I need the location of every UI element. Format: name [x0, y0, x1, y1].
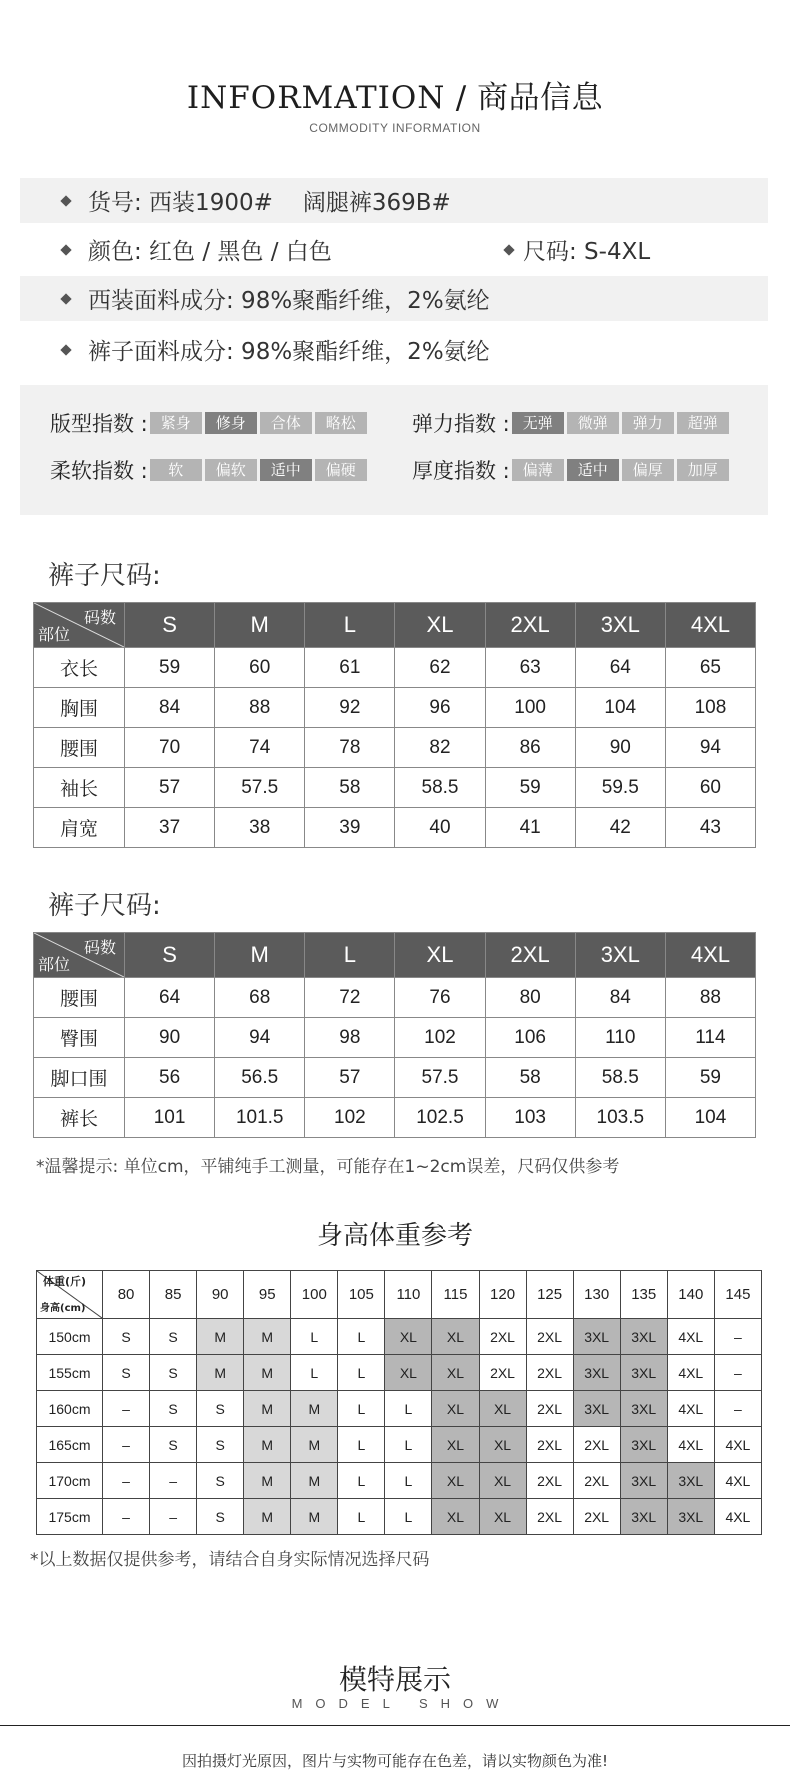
weight-header-cell: 90 — [197, 1271, 244, 1319]
table-cell: 68 — [215, 978, 305, 1018]
size-cell: 3XL — [620, 1427, 667, 1463]
size-header-cell: 3XL — [575, 933, 665, 978]
table-cell: 59 — [125, 648, 215, 688]
table-cell: 57 — [125, 768, 215, 808]
size-cell: 3XL — [667, 1463, 714, 1499]
diamond-bullet-icon — [60, 195, 71, 206]
size-cell: XL — [432, 1499, 479, 1535]
size-header-cell: XL — [395, 603, 485, 648]
size-cell: M — [244, 1355, 291, 1391]
weight-header-cell: 135 — [620, 1271, 667, 1319]
size-cell: XL — [479, 1391, 526, 1427]
page-title — [0, 72, 790, 117]
table-header-row — [34, 933, 756, 978]
item-number-pants-text: 阔腿裤369B# — [302, 190, 451, 216]
table-cell: 110 — [575, 1018, 665, 1058]
fit-option: 修身 — [205, 412, 257, 434]
fit-option: 紧身 — [150, 412, 202, 434]
size-cell: 2XL — [526, 1427, 573, 1463]
table-cell: 60 — [215, 648, 305, 688]
size-cell: S — [197, 1499, 244, 1535]
table-row — [34, 648, 756, 688]
size-cell: M — [197, 1355, 244, 1391]
weight-header-cell: 125 — [526, 1271, 573, 1319]
table-corner-cell — [37, 1271, 103, 1319]
size-header-cell: 4XL — [665, 933, 755, 978]
pants-size-table — [33, 932, 756, 1138]
thickness-index — [412, 457, 732, 483]
size-cell: XL — [432, 1463, 479, 1499]
weight-header-cell: 120 — [479, 1271, 526, 1319]
size-header-cell: L — [305, 933, 395, 978]
weight-header-cell: 85 — [150, 1271, 197, 1319]
corner-part-label: 部位 — [38, 955, 71, 974]
table-row — [37, 1499, 762, 1535]
size-cell: 4XL — [667, 1391, 714, 1427]
stretch-index-label: 弹力指数 : — [412, 412, 510, 436]
table-cell: 104 — [665, 1098, 755, 1138]
size-cell: XL — [432, 1355, 479, 1391]
corner-size-label: 码数 — [83, 608, 116, 627]
size-cell: 3XL — [573, 1319, 620, 1355]
table-cell: 101.5 — [215, 1098, 305, 1138]
page-subtitle: COMMODITY INFORMATION — [309, 121, 481, 135]
diamond-bullet-icon — [503, 244, 514, 255]
size-cell: L — [385, 1427, 432, 1463]
size-cell: XL — [479, 1499, 526, 1535]
table-cell: 103 — [485, 1098, 575, 1138]
size-cell: M — [244, 1391, 291, 1427]
table-cell: 74 — [215, 728, 305, 768]
table-cell: 63 — [485, 648, 575, 688]
fit-index — [50, 410, 370, 436]
table-cell: 65 — [665, 648, 755, 688]
height-label: 165cm — [37, 1427, 103, 1463]
stretch-option: 无弹 — [512, 412, 564, 434]
table-cell: 96 — [395, 688, 485, 728]
size-header-cell: 2XL — [485, 603, 575, 648]
row-label: 裤长 — [34, 1098, 125, 1138]
size-cell: 3XL — [573, 1391, 620, 1427]
height-label: 170cm — [37, 1463, 103, 1499]
size-cell: 3XL — [620, 1319, 667, 1355]
table-cell: 86 — [485, 728, 575, 768]
size-cell: S — [150, 1391, 197, 1427]
size-cell: 4XL — [667, 1319, 714, 1355]
table-cell: 58 — [485, 1058, 575, 1098]
size-cell: 4XL — [714, 1463, 761, 1499]
table-cell: 78 — [305, 728, 395, 768]
size-cell: 4XL — [714, 1499, 761, 1535]
corner-height-label: 身高(cm) — [40, 1303, 86, 1314]
size-cell: 3XL — [667, 1499, 714, 1535]
footer-note: 因拍摄灯光原因，图片与实物可能存在色差，请以实物颜色为准! — [181, 1752, 609, 1770]
info-suit-fabric — [20, 276, 768, 321]
divider — [0, 1725, 790, 1726]
size-cell: 4XL — [667, 1427, 714, 1463]
size-cell: 2XL — [479, 1355, 526, 1391]
diamond-bullet-icon — [60, 344, 71, 355]
softness-index-label: 柔软指数 : — [50, 459, 148, 483]
size-cell: XL — [479, 1463, 526, 1499]
size-cell: L — [338, 1463, 385, 1499]
table-cell: 80 — [485, 978, 575, 1018]
table-row — [37, 1355, 762, 1391]
size-header-cell: XL — [395, 933, 485, 978]
table-cell: 88 — [215, 688, 305, 728]
info-color-size — [20, 227, 768, 272]
size-cell: 2XL — [573, 1499, 620, 1535]
table2-title: 裤子尺码: — [48, 891, 161, 921]
size-cell: – — [150, 1499, 197, 1535]
weight-header-cell: 105 — [338, 1271, 385, 1319]
table-cell: 38 — [215, 808, 305, 848]
row-label: 腰围 — [34, 728, 125, 768]
size-cell: 4XL — [714, 1427, 761, 1463]
weight-header-cell: 80 — [103, 1271, 150, 1319]
size-cell: M — [244, 1499, 291, 1535]
table-row — [37, 1319, 762, 1355]
size-cell: L — [338, 1319, 385, 1355]
table-cell: 76 — [395, 978, 485, 1018]
table-cell: 59.5 — [575, 768, 665, 808]
row-label: 肩宽 — [34, 808, 125, 848]
table-cell: 42 — [575, 808, 665, 848]
size-header-cell: M — [215, 603, 305, 648]
softness-index — [50, 457, 370, 483]
size-header-cell: 3XL — [575, 603, 665, 648]
table-cell: 62 — [395, 648, 485, 688]
fit-option: 略松 — [315, 412, 367, 434]
table-cell: 58.5 — [395, 768, 485, 808]
size-cell: S — [103, 1319, 150, 1355]
size-range — [505, 227, 650, 272]
table-cell: 56.5 — [215, 1058, 305, 1098]
size-cell: L — [385, 1391, 432, 1427]
size-cell: L — [338, 1427, 385, 1463]
size-cell: 2XL — [526, 1499, 573, 1535]
size-cell: M — [244, 1319, 291, 1355]
table-row — [37, 1427, 762, 1463]
weight-header-cell: 140 — [667, 1271, 714, 1319]
table-cell: 37 — [125, 808, 215, 848]
table-cell: 94 — [215, 1018, 305, 1058]
thickness-option: 适中 — [567, 459, 619, 481]
size-cell: 2XL — [526, 1319, 573, 1355]
table-row — [34, 978, 756, 1018]
size-cell: – — [150, 1463, 197, 1499]
softness-option: 适中 — [260, 459, 312, 481]
size-cell: 3XL — [573, 1355, 620, 1391]
weight-header-cell: 145 — [714, 1271, 761, 1319]
diamond-bullet-icon — [60, 293, 71, 304]
table-cell: 102.5 — [395, 1098, 485, 1138]
row-label: 腰围 — [34, 978, 125, 1018]
size-cell: 2XL — [526, 1391, 573, 1427]
table-cell: 88 — [665, 978, 755, 1018]
size-text: 尺码: S-4XL — [523, 239, 651, 265]
table-cell: 72 — [305, 978, 395, 1018]
table-cell: 102 — [395, 1018, 485, 1058]
size-cell: – — [714, 1319, 761, 1355]
table-corner-cell — [34, 603, 125, 648]
table-row — [34, 1018, 756, 1058]
stretch-option: 超弹 — [677, 412, 729, 434]
table-cell: 103.5 — [575, 1098, 665, 1138]
row-label: 袖长 — [34, 768, 125, 808]
table-cell: 61 — [305, 648, 395, 688]
table-row — [34, 1058, 756, 1098]
size-cell: S — [197, 1391, 244, 1427]
table-row — [37, 1391, 762, 1427]
suit-fabric-text: 西装面料成分: 98%聚酯纤维，2%氨纶 — [88, 288, 490, 314]
height-label: 175cm — [37, 1499, 103, 1535]
diamond-bullet-icon — [60, 244, 71, 255]
size-cell: 4XL — [667, 1355, 714, 1391]
table-cell: 114 — [665, 1018, 755, 1058]
model-show-subtitle: MODEL SHOW — [291, 1696, 512, 1711]
size-cell: 2XL — [526, 1463, 573, 1499]
table-cell: 39 — [305, 808, 395, 848]
table-cell: 101 — [125, 1098, 215, 1138]
table-cell: 64 — [575, 648, 665, 688]
table-corner-cell — [34, 933, 125, 978]
size-cell: 3XL — [620, 1499, 667, 1535]
info-item-number — [20, 178, 768, 223]
weight-header-cell: 115 — [432, 1271, 479, 1319]
title-separator: / — [445, 80, 478, 116]
table-row — [34, 1098, 756, 1138]
size-header-cell: 4XL — [665, 603, 755, 648]
weight-header-cell: 95 — [244, 1271, 291, 1319]
row-label: 脚口围 — [34, 1058, 125, 1098]
size-cell: L — [338, 1499, 385, 1535]
stretch-option: 微弹 — [567, 412, 619, 434]
row-label: 衣长 — [34, 648, 125, 688]
table-cell: 57.5 — [395, 1058, 485, 1098]
corner-weight-label: 体重(斤) — [43, 1275, 87, 1288]
stretch-index — [412, 410, 732, 436]
size-cell: M — [244, 1427, 291, 1463]
thickness-option: 偏厚 — [622, 459, 674, 481]
size-cell: XL — [432, 1391, 479, 1427]
table-cell: 84 — [125, 688, 215, 728]
table-cell: 70 — [125, 728, 215, 768]
table-cell: 108 — [665, 688, 755, 728]
size-cell: L — [385, 1499, 432, 1535]
fit-option: 合体 — [260, 412, 312, 434]
size-cell: – — [103, 1427, 150, 1463]
table-cell: 104 — [575, 688, 665, 728]
corner-size-label: 码数 — [83, 938, 116, 957]
size-cell: 2XL — [573, 1463, 620, 1499]
fabric-index-panel — [20, 385, 768, 515]
size-header-cell: S — [125, 933, 215, 978]
size-cell: 3XL — [620, 1355, 667, 1391]
size-cell: S — [197, 1463, 244, 1499]
table1-title: 裤子尺码: — [48, 561, 161, 591]
color-text: 颜色: 红色 / 黑色 / 白色 — [88, 239, 332, 265]
reference-note: *以上数据仅提供参考，请结合自身实际情况选择尺码 — [30, 1550, 430, 1570]
table-cell: 40 — [395, 808, 485, 848]
height-label: 150cm — [37, 1319, 103, 1355]
size-cell: M — [291, 1427, 338, 1463]
size-cell: L — [291, 1319, 338, 1355]
table-row — [34, 688, 756, 728]
weight-header-cell: 110 — [385, 1271, 432, 1319]
size-cell: XL — [432, 1319, 479, 1355]
table-cell: 102 — [305, 1098, 395, 1138]
table-row — [34, 808, 756, 848]
size-header-cell: L — [305, 603, 395, 648]
size-header-cell: M — [215, 933, 305, 978]
size-cell: S — [150, 1319, 197, 1355]
size-cell: – — [714, 1355, 761, 1391]
table-header-row — [34, 603, 756, 648]
size-cell: XL — [479, 1427, 526, 1463]
pants-fabric-text: 裤子面料成分: 98%聚酯纤维，2%氨纶 — [88, 339, 490, 365]
size-cell: – — [103, 1499, 150, 1535]
size-cell: – — [103, 1463, 150, 1499]
size-cell: 2XL — [573, 1427, 620, 1463]
table-cell: 94 — [665, 728, 755, 768]
size-cell: 3XL — [620, 1463, 667, 1499]
thickness-index-label: 厚度指数 : — [412, 459, 510, 483]
model-show-title: 模特展示 — [338, 1663, 451, 1696]
softness-option: 软 — [150, 459, 202, 481]
size-cell: M — [197, 1319, 244, 1355]
size-cell: S — [150, 1427, 197, 1463]
table-cell: 84 — [575, 978, 665, 1018]
size-cell: L — [291, 1355, 338, 1391]
size-cell: L — [385, 1463, 432, 1499]
table-cell: 59 — [665, 1058, 755, 1098]
fit-index-label: 版型指数 : — [50, 412, 148, 436]
table-row — [37, 1463, 762, 1499]
table-cell: 41 — [485, 808, 575, 848]
title-english: INFORMATION — [186, 80, 446, 116]
weight-header-cell: 130 — [573, 1271, 620, 1319]
suit-size-table — [33, 602, 756, 848]
table-cell: 92 — [305, 688, 395, 728]
table-cell: 64 — [125, 978, 215, 1018]
softness-option: 偏软 — [205, 459, 257, 481]
item-number-text: 货号: 西装1900# — [88, 190, 273, 216]
row-label: 胸围 — [34, 688, 125, 728]
size-header-cell: 2XL — [485, 933, 575, 978]
table-cell: 60 — [665, 768, 755, 808]
size-cell: L — [338, 1355, 385, 1391]
corner-part-label: 部位 — [38, 625, 71, 644]
table-cell: 56 — [125, 1058, 215, 1098]
ref-table-title: 身高体重参考 — [316, 1221, 473, 1251]
height-weight-table — [36, 1270, 762, 1535]
size-cell: 3XL — [620, 1391, 667, 1427]
row-label: 臀围 — [34, 1018, 125, 1058]
softness-option: 偏硬 — [315, 459, 367, 481]
weight-header-cell: 100 — [291, 1271, 338, 1319]
size-cell: – — [103, 1391, 150, 1427]
size-cell: M — [291, 1391, 338, 1427]
title-chinese: 商品信息 — [477, 80, 604, 116]
size-cell: XL — [385, 1355, 432, 1391]
table-cell: 43 — [665, 808, 755, 848]
info-pants-fabric — [20, 327, 768, 372]
table-cell: 58 — [305, 768, 395, 808]
table-cell: 57.5 — [215, 768, 305, 808]
height-label: 160cm — [37, 1391, 103, 1427]
table-cell: 59 — [485, 768, 575, 808]
size-cell: XL — [432, 1427, 479, 1463]
stretch-option: 弹力 — [622, 412, 674, 434]
size-cell: 2XL — [479, 1319, 526, 1355]
size-cell: S — [150, 1355, 197, 1391]
measurement-note: *温馨提示: 单位cm，平铺纯手工测量，可能存在1~2cm误差，尺码仅供参考 — [36, 1157, 620, 1177]
size-cell: S — [197, 1427, 244, 1463]
size-cell: – — [714, 1391, 761, 1427]
size-cell: M — [244, 1463, 291, 1499]
table-cell: 106 — [485, 1018, 575, 1058]
size-cell: M — [291, 1463, 338, 1499]
table-cell: 82 — [395, 728, 485, 768]
size-cell: XL — [385, 1319, 432, 1355]
table-cell: 90 — [125, 1018, 215, 1058]
table-header-row — [37, 1271, 762, 1319]
size-cell: 2XL — [526, 1355, 573, 1391]
height-label: 155cm — [37, 1355, 103, 1391]
table-cell: 90 — [575, 728, 665, 768]
table-cell: 57 — [305, 1058, 395, 1098]
table-cell: 100 — [485, 688, 575, 728]
table-row — [34, 768, 756, 808]
size-cell: S — [103, 1355, 150, 1391]
size-cell: L — [338, 1391, 385, 1427]
thickness-option: 加厚 — [677, 459, 729, 481]
size-header-cell: S — [125, 603, 215, 648]
table-cell: 98 — [305, 1018, 395, 1058]
table-cell: 58.5 — [575, 1058, 665, 1098]
size-cell: M — [291, 1499, 338, 1535]
thickness-option: 偏薄 — [512, 459, 564, 481]
table-row — [34, 728, 756, 768]
